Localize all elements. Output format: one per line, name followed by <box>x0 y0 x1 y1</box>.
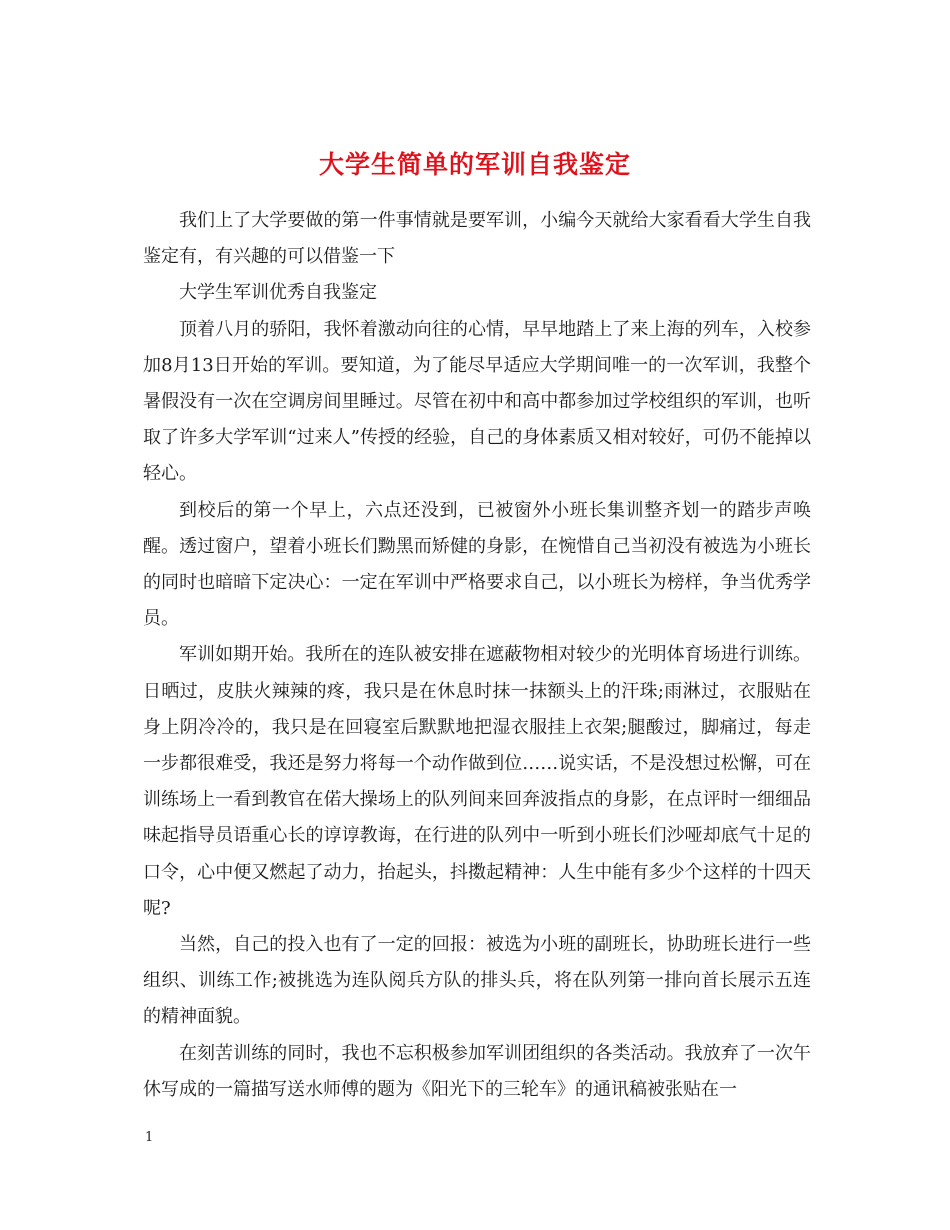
paragraph-subheading: 大学生军训优秀自我鉴定 <box>179 282 377 304</box>
paragraph-arrival: 顶着八月的骄阳，我怀着激动向往的心情，早早地踏上了来上海的列车，入校参加8月13日开始的军训。要知道，为了能尽早适应大学期间唯一的一次军训，我整个暑假没有一次在空调房间里睡过。尽管在初中和高中都参加过学校组织的军训，也听取了许多大学军训“过来人”传授的经验，自己的身体素质又相对较好，可仍不能掉以轻心。 <box>143 318 811 485</box>
paragraph-first-morning: 到校后的第一个早上，六点还没到，已被窗外小班长集训整齐划一的踏步声唤醒。透过窗户，望着小班长们黝黑而矫健的身影，在惋惜自己当初没有被选为小班长的同时也暗暗下定决心：一定在军训中严格要求自己，以小班长为榜样，争当优秀学员。 <box>143 499 811 630</box>
paragraph-reward: 当然，自己的投入也有了一定的回报：被选为小班的副班长，协助班长进行一些组织、训练工作;被挑选为连队阅兵方队的排头兵，将在队列第一排向首长展示五连的精神面貌。 <box>143 934 811 1028</box>
document-body <box>143 203 811 1108</box>
paragraph-training: 军训如期开始。我所在的连队被安排在遮蔽物相对较少的光明体育场进行训练。日晒过，皮肤火辣辣的疼，我只是在休息时抹一抹额头上的汗珠;雨淋过，衣服贴在身上阴冷冷的，我只是在回寝室后默默地把湿衣服挂上衣架;腿酸过，脚痛过，每走一步都很难受，我还是努力将每一个动作做到位……说实话，不是没想过松懈，可在训练场上一看到教官在偌大操场上的队列间来回奔波指点的身影，在点评时一细细品味起指导员语重心长的谆谆教诲，在行进的队列中一听到小班长们沙哑却底气十足的口令，心中便又燃起了动力，抬起头，抖擞起精神：人生中能有多少个这样的十四天呢? <box>143 644 811 919</box>
document-title: 大学生简单的军训自我鉴定 <box>318 149 631 179</box>
page-number: 1 <box>145 1130 154 1145</box>
paragraph-activities: 在刻苦训练的同时，我也不忘积极参加军训团组织的各类活动。我放弃了一次午休写成的一篇描写送水师傅的题为《阳光下的三轮车》的通讯稿被张贴在一 <box>143 1042 811 1100</box>
paragraph-intro: 我们上了大学要做的第一件事情就是要军训，小编今天就给大家看看大学生自我鉴定有，有兴趣的可以借鉴一下 <box>143 210 811 268</box>
